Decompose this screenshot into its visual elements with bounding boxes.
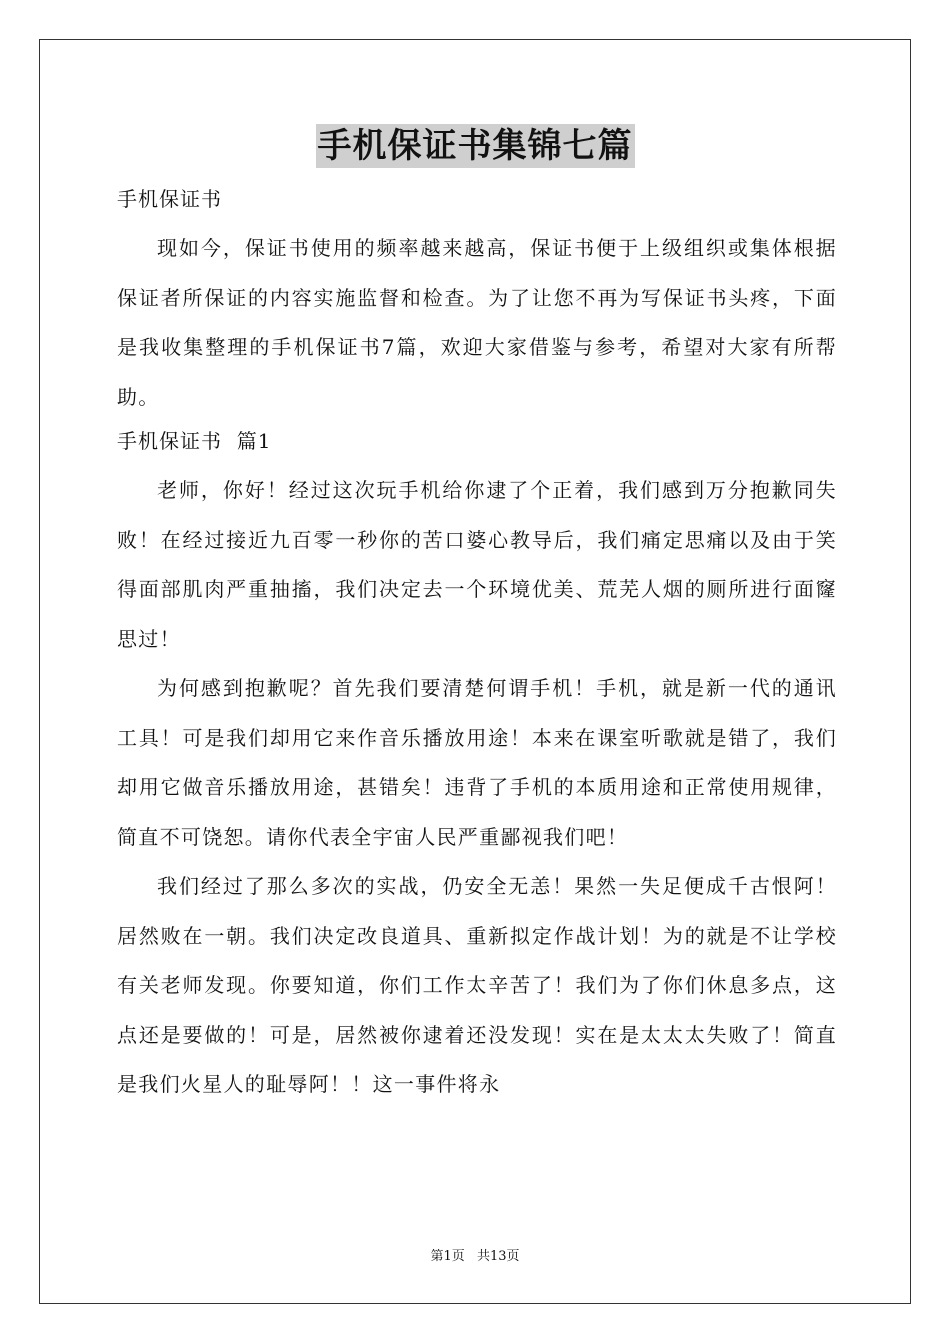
page-number: 第1页 bbox=[430, 1249, 465, 1264]
document-title: 手机保证书集锦七篇 bbox=[317, 126, 633, 166]
document-body bbox=[117, 180, 837, 1110]
section-heading: 手机保证书 篇1 bbox=[117, 429, 272, 453]
intro-paragraph: 现如今，保证书使用的频率越来越高，保证书便于上级组织或集体根据保证者所保证的内容实施监督和检查。为了让您不再为写保证书头疼，下面是我收集整理的手机保证书7篇，欢迎大家借鉴与参考，希望对大家有所帮助。 bbox=[117, 236, 837, 409]
body-paragraph-1: 老师，你好！经过这次玩手机给你逮了个正着，我们感到万分抱歉同失败！在经过接近九百零一秒你的苦口婆心教导后，我们痛定思痛以及由于笑得面部肌肉严重抽搐，我们决定去一个环境优美、荒芜人烟的厕所进行面窿思过！ bbox=[117, 478, 837, 651]
page-footer bbox=[0, 1248, 950, 1266]
body-paragraph-3: 我们经过了那么多次的实战，仍安全无恙！果然一失足便成千古恨阿！居然败在一朝。我们决定改良道具、重新拟定作战计划！为的就是不让学校有关老师发现。你要知道，你们工作太辛苦了！我们为了你们休息多点，这点还是要做的！可是，居然被你逮着还没发现！实在是太太太失败了！简直是我们火星人的耻辱阿！！这一事件将永 bbox=[117, 874, 837, 1096]
intro-heading: 手机保证书 bbox=[117, 187, 222, 211]
title-container bbox=[0, 124, 950, 168]
page-total: 共13页 bbox=[476, 1249, 520, 1264]
body-paragraph-2: 为何感到抱歉呢？首先我们要清楚何谓手机！手机，就是新一代的通讯工具！可是我们却用它来作音乐播放用途！本来在课室听歌就是错了，我们却用它做音乐播放用途，甚错矣！违背了手机的本质用途和正常使用规律，简直不可饶恕。请你代表全宇宙人民严重鄙视我们吧！ bbox=[117, 676, 837, 849]
